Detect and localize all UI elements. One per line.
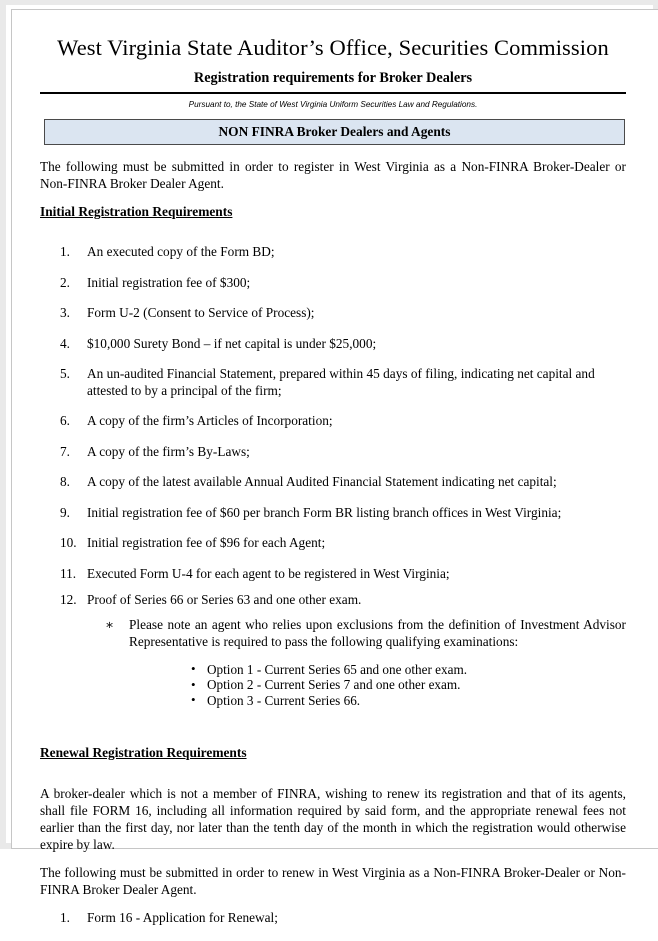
- list-item-text: Form 16 - Application for Renewal;: [87, 910, 278, 925]
- document-content: [40, 34, 626, 941]
- list-item: [40, 413, 626, 430]
- list-item-text: Option 3 - Current Series 66.: [207, 692, 361, 708]
- list-item-number: 8.: [60, 474, 70, 489]
- list-item-text: Proof of Series 66 or Series 63 and one other exam.: [87, 592, 362, 607]
- list-item-text: Option 1 - Current Series 65 and one other exam.: [207, 661, 468, 677]
- list-item-text: Initial registration fee of $60 per branch Form BR listing branch offices in West Virginia;: [87, 504, 562, 520]
- list-item-number: 1.: [60, 244, 70, 259]
- list-item-text: $10,000 Surety Bond – if net capital is under $25,000;: [87, 335, 377, 351]
- list-item-text: Please note an agent who relies upon exclusions from the definition of Investment Advisor Representative is required to pass the following qualifying examinations:: [129, 616, 626, 649]
- list-item: [87, 616, 626, 650]
- page-title: West Virginia State Auditor’s Office, Securities Commission: [57, 35, 609, 60]
- list-item-number: 6.: [60, 413, 70, 428]
- document-page: [11, 9, 658, 925]
- bullet-icon: •: [191, 661, 196, 676]
- header-divider: [40, 92, 626, 94]
- asterisk-icon: ∗: [105, 616, 115, 632]
- renewal-paragraph-1: A broker-dealer which is not a member of FINRA, wishing to renew its registration and that of its agents, shall file FORM 16, including all information required by said form, and the appropriate renewal fees not earlier than the first day, nor later than the tenth day of the month in which the registration would otherwise expire by law.: [40, 786, 626, 852]
- list-item: [87, 693, 626, 709]
- list-item: [40, 244, 626, 261]
- list-item-text: A copy of the latest available Annual Audited Financial Statement indicating net capital;: [87, 474, 557, 489]
- document-subtitle: Registration requirements for Broker Dealers: [193, 70, 473, 86]
- list-item: [40, 444, 626, 461]
- option-list: [87, 662, 626, 709]
- list-item: [40, 910, 626, 927]
- list-item: [40, 535, 626, 552]
- list-item-number: 10.: [60, 535, 77, 550]
- list-item: [40, 336, 626, 353]
- list-item: [40, 305, 626, 322]
- section-spacer: [40, 718, 626, 744]
- list-item-number: 5.: [60, 366, 70, 381]
- list-item: [87, 677, 626, 693]
- list-item-text: A copy of the firm’s Articles of Incorporation;: [87, 413, 333, 428]
- renewal-requirements-list: [40, 910, 626, 927]
- list-item: [40, 275, 626, 292]
- renewal-paragraph-2: The following must be submitted in order to renew in West Virginia as a Non-FINRA Broker-Dealer or Non-FINRA Broker Dealer Agent.: [40, 865, 626, 897]
- list-item-number: 11.: [60, 565, 77, 581]
- intro-paragraph: The following must be submitted in order to register in West Virginia as a Non-FINRA Broker-Dealer or Non-FINRA Broker Dealer Agent.: [40, 159, 626, 191]
- list-item-text: An un-audited Financial Statement, prepared within 45 days of filing, indicating net capital and attested to by a principal of the firm;: [87, 366, 595, 398]
- initial-registration-heading: Initial Registration Requirements: [40, 204, 233, 219]
- list-item-number: 4.: [60, 335, 70, 351]
- initial-requirements-list: [40, 244, 626, 708]
- list-item-text: Option 2 - Current Series 7 and one other exam.: [207, 677, 461, 692]
- bullet-icon: •: [191, 676, 196, 692]
- list-item: [40, 505, 626, 522]
- renewal-registration-heading: Renewal Registration Requirements: [40, 745, 247, 760]
- renewal-registration-heading-wrap: [40, 744, 626, 774]
- list-item-number: 9.: [60, 504, 70, 520]
- list-item-number: 12.: [60, 592, 77, 607]
- pursuant-note: Pursuant to, the State of West Virginia Uniform Securities Law and Regulations.: [188, 100, 478, 109]
- list-item-text: Initial registration fee of $300;: [87, 274, 251, 290]
- list-item-text: A copy of the firm’s By-Laws;: [87, 443, 250, 459]
- list-item-text: Form U-2 (Consent to Service of Process);: [87, 305, 315, 320]
- list-item-number: 7.: [60, 443, 70, 459]
- list-item-number: 2.: [60, 274, 70, 290]
- list-item: [40, 474, 626, 491]
- list-item-text: An executed copy of the Form BD;: [87, 244, 275, 259]
- list-item-text: Initial registration fee of $96 for each Agent;: [87, 535, 326, 550]
- list-item-text: Executed Form U-4 for each agent to be registered in West Virginia;: [87, 565, 450, 581]
- list-item-number: 1.: [60, 910, 70, 925]
- list-item: [40, 566, 626, 583]
- initial-registration-heading-wrap: [40, 203, 626, 233]
- examination-note-list: [87, 616, 626, 650]
- list-item: [40, 366, 626, 399]
- list-item: [40, 592, 626, 708]
- list-item: [87, 662, 626, 678]
- section-banner: NON FINRA Broker Dealers and Agents: [44, 119, 625, 145]
- list-item-number: 3.: [60, 305, 70, 320]
- bullet-icon: •: [191, 692, 196, 707]
